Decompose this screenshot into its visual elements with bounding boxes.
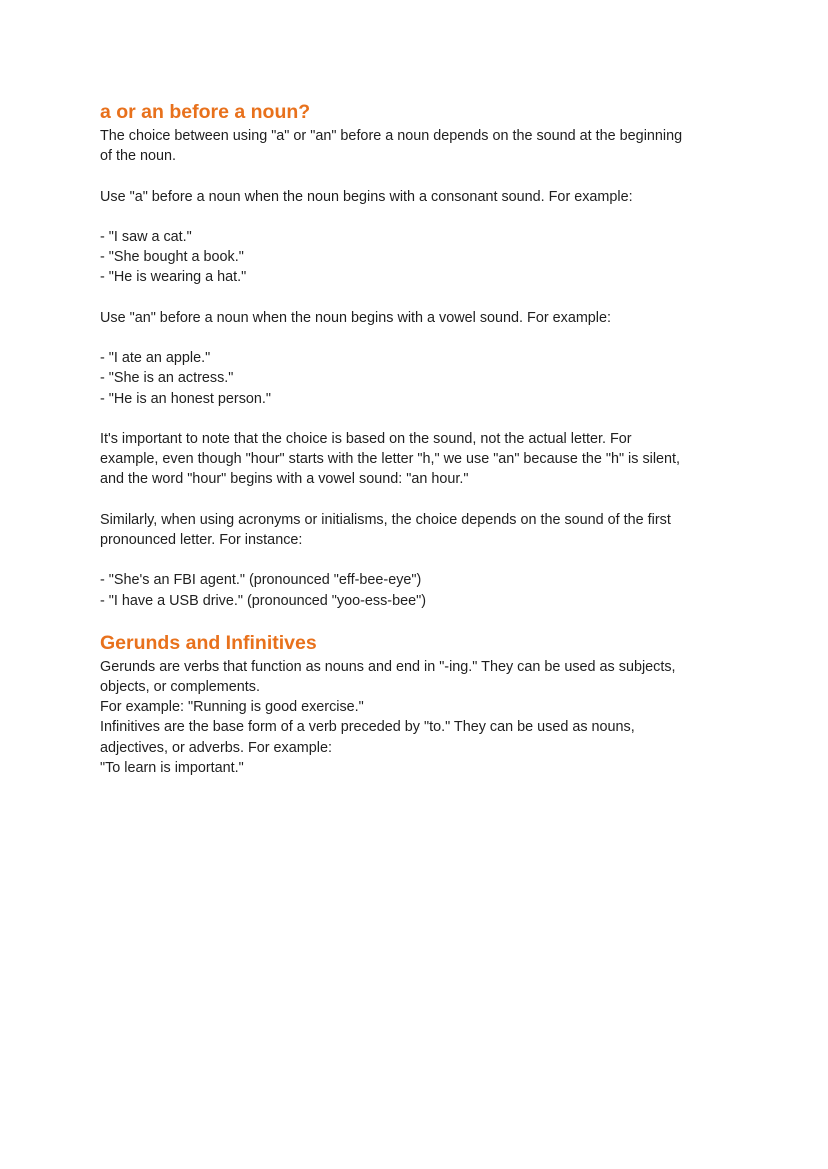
document-page	[100, 100, 730, 778]
gerunds-text-line: "To learn is important."	[100, 759, 244, 776]
example-item: - "I saw a cat."	[100, 228, 192, 245]
paragraph-spacer	[100, 207, 730, 227]
intro-text-line: The choice between using "a" or "an" before a noun depends on the sound at the beginning	[100, 128, 683, 144]
paragraph-spacer	[100, 166, 730, 186]
example-item: - "She bought a book."	[100, 249, 244, 266]
example-item: - "I ate an apple."	[100, 350, 211, 367]
paragraph-spacer	[100, 490, 730, 510]
acronym-text-line: pronounced letter. For instance:	[100, 531, 303, 548]
note-text-line: and the word "hour" begins with a vowel sound: "an hour."	[100, 471, 469, 488]
example-item: - "She is an actress."	[100, 370, 234, 387]
note-text-line: It's important to note that the choice is based on the sound, not the actual letter. For	[100, 430, 632, 447]
example-item: - "I have a USB drive." (pronounced "yoo-ess-bee")	[100, 592, 426, 609]
gerunds-text-line: For example: "Running is good exercise."	[100, 699, 364, 716]
paragraph-spacer	[100, 288, 730, 308]
section-heading-gerunds-infinitives: Gerunds and Infinitives	[100, 631, 317, 654]
paragraph-spacer	[100, 550, 730, 570]
example-item: - "She's an FBI agent." (pronounced "eff-bee-eye")	[100, 572, 422, 589]
use-a-rule: Use "a" before a noun when the noun begins with a consonant sound. For example:	[100, 188, 633, 205]
gerunds-text-line: objects, or complements.	[100, 678, 260, 695]
example-item: - "He is wearing a hat."	[100, 269, 247, 286]
note-text-line: example, even though "hour" starts with the letter "h," we use "an" because the "h" is silent,	[100, 451, 681, 468]
use-an-rule: Use "an" before a noun when the noun begins with a vowel sound. For example:	[100, 309, 612, 326]
paragraph-spacer	[100, 409, 730, 429]
gerunds-text-line: Infinitives are the base form of a verb preceded by "to." They can be used as nouns,	[100, 719, 635, 736]
gerunds-text-line: Gerunds are verbs that function as nouns and end in "-ing." They can be used as subjects,	[100, 658, 676, 675]
section-heading-a-or-an: a or an before a noun?	[100, 101, 311, 123]
example-item: - "He is an honest person."	[100, 390, 272, 407]
paragraph-spacer	[100, 328, 730, 348]
intro-text-line: of the noun.	[100, 148, 177, 165]
gerunds-text-line: adjectives, or adverbs. For example:	[100, 739, 332, 756]
acronym-text-line: Similarly, when using acronyms or initialisms, the choice depends on the sound of the first	[100, 511, 671, 528]
